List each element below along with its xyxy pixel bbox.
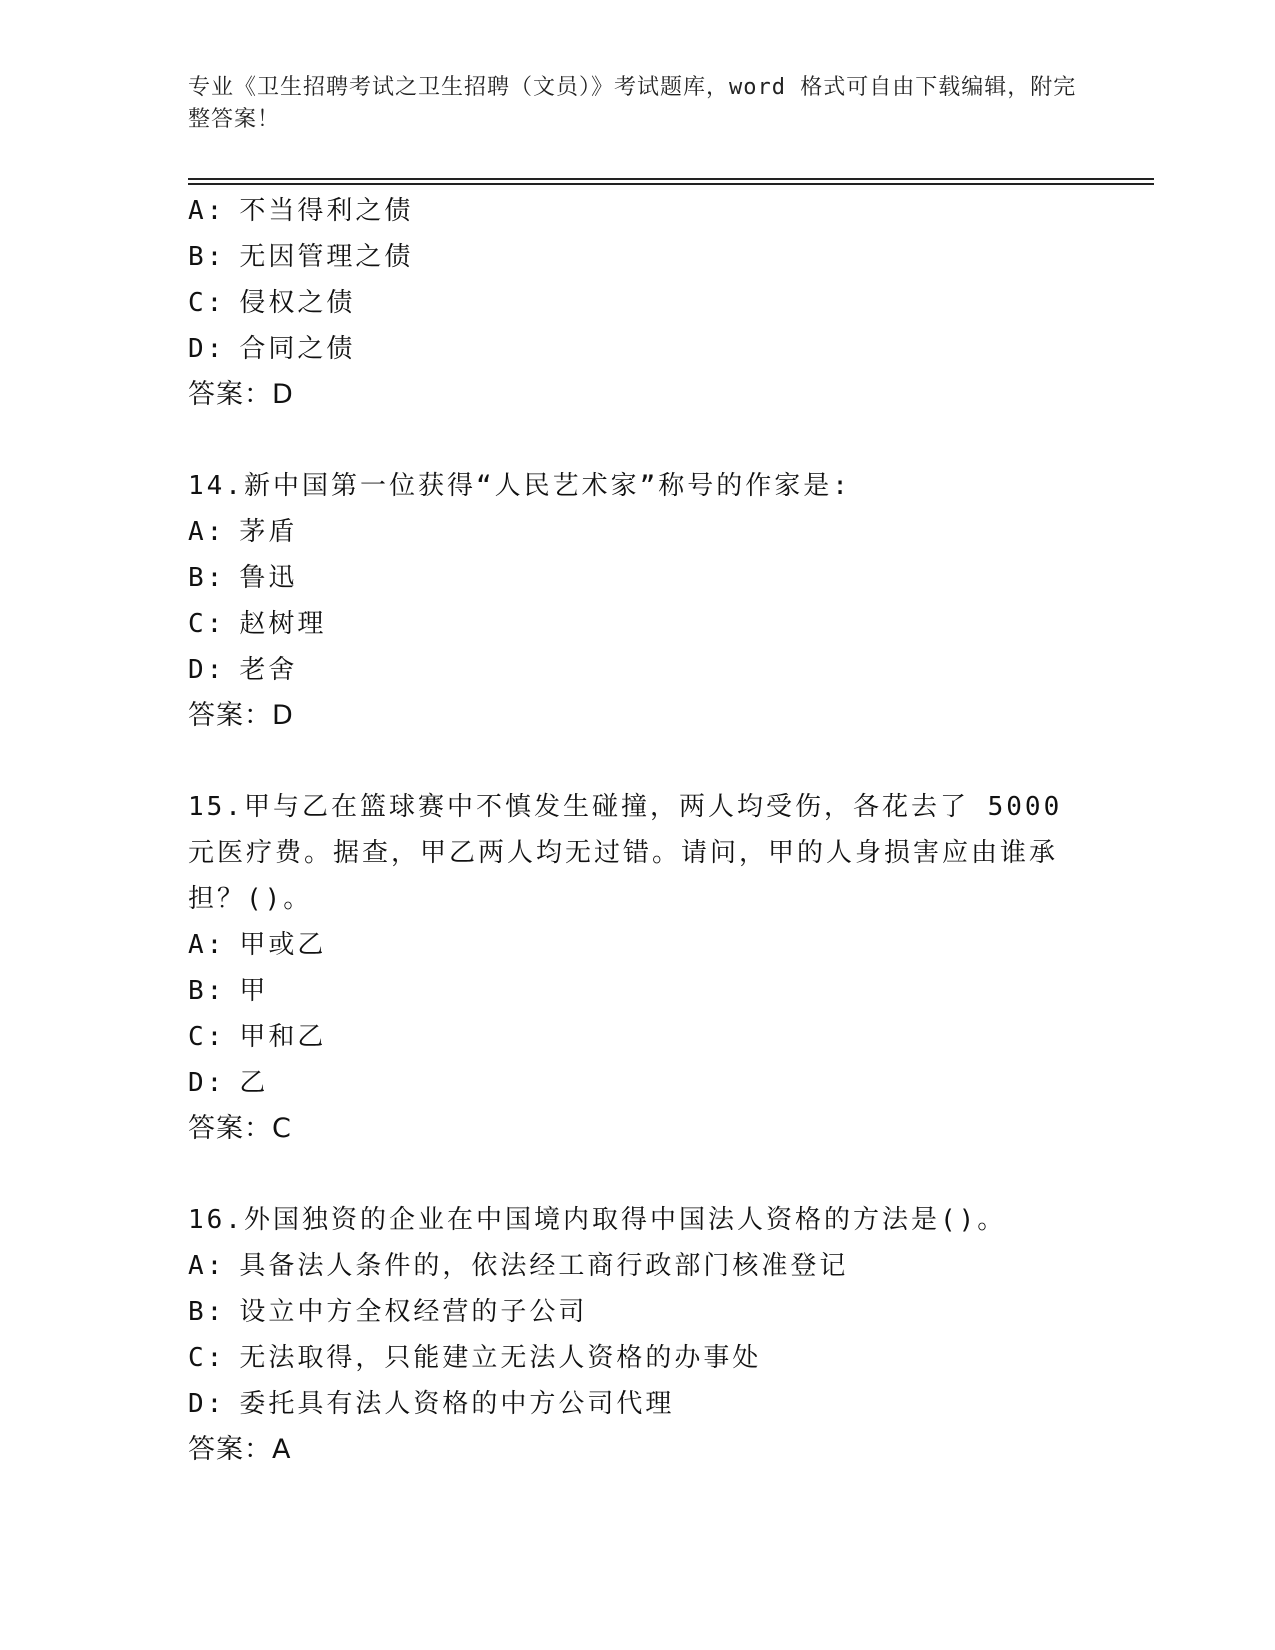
option-text: 茅盾: [239, 517, 298, 547]
answer-value: D: [272, 700, 294, 731]
option-a: A: 茅盾: [188, 517, 298, 547]
option-d: D: 老舍: [188, 655, 298, 685]
answer-value: A: [272, 1434, 292, 1465]
option-text: 具备法人条件的，依法经工商行政部门核准登记: [239, 1251, 849, 1281]
question-block: [188, 784, 1088, 1152]
option-b: B: 甲: [188, 976, 269, 1006]
question-block: [188, 463, 1088, 739]
answer-value: C: [272, 1113, 292, 1144]
option-text: 乙: [239, 1068, 269, 1098]
answer-label: 答案：: [188, 379, 272, 410]
option-d: D: 合同之债: [188, 334, 356, 364]
question-text: 14.新中国第一位获得“人民艺术家”称号的作家是:: [188, 471, 851, 501]
option-text: 设立中方全权经营的子公司: [239, 1297, 588, 1327]
option-b: B: 无因管理之债: [188, 242, 414, 272]
option-c: C: 无法取得，只能建立无法人资格的办事处: [188, 1343, 762, 1373]
header-divider-top: [188, 178, 1154, 180]
question-list: [188, 188, 1088, 1473]
answer-label: 答案：: [188, 1113, 272, 1144]
answer-label: 答案：: [188, 1434, 272, 1465]
option-text: 甲: [239, 976, 269, 1006]
option-d: D: 乙: [188, 1068, 269, 1098]
option-a: A: 甲或乙: [188, 930, 327, 960]
option-c: C: 甲和乙: [188, 1022, 327, 1052]
header-divider-bottom: [188, 183, 1154, 185]
answer-label: 答案：: [188, 700, 272, 731]
option-text: 合同之债: [239, 334, 356, 364]
question-text: 15.甲与乙在篮球赛中不慎发生碰撞，两人均受伤，各花去了 5000 元医疗费。据查，甲乙两人均无过错。请问，甲的人身损害应由谁承担？()。: [188, 792, 1063, 914]
answer-line: [188, 693, 1088, 739]
option-text: 委托具有法人资格的中方公司代理: [239, 1389, 675, 1419]
option-text: 不当得利之债: [239, 196, 414, 226]
option-b: B: 设立中方全权经营的子公司: [188, 1297, 588, 1327]
option-text: 无因管理之债: [239, 242, 414, 272]
question-block: [188, 1197, 1088, 1473]
answer-line: [188, 372, 1088, 418]
option-text: 鲁迅: [239, 563, 298, 593]
option-text: 无法取得，只能建立无法人资格的办事处: [239, 1343, 762, 1373]
option-text: 侵权之债: [239, 288, 356, 318]
answer-line: [188, 1427, 1088, 1473]
option-c: C: 侵权之债: [188, 288, 356, 318]
question-text: 16.外国独资的企业在中国境内取得中国法人资格的方法是()。: [188, 1205, 1007, 1235]
option-text: 甲或乙: [239, 930, 327, 960]
option-a: A: 不当得利之债: [188, 196, 414, 226]
question-block: [188, 188, 1088, 418]
option-d: D: 委托具有法人资格的中方公司代理: [188, 1389, 675, 1419]
option-c: C: 赵树理: [188, 609, 327, 639]
document-header: 专业《卫生招聘考试之卫生招聘（文员）》考试题库，word 格式可自由下载编辑，附完整答案！: [188, 75, 1077, 132]
option-text: 老舍: [239, 655, 298, 685]
answer-line: [188, 1106, 1088, 1152]
answer-value: D: [272, 379, 294, 410]
option-a: A: 具备法人条件的，依法经工商行政部门核准登记: [188, 1251, 849, 1281]
option-text: 赵树理: [239, 609, 327, 639]
option-text: 甲和乙: [239, 1022, 327, 1052]
option-b: B: 鲁迅: [188, 563, 298, 593]
